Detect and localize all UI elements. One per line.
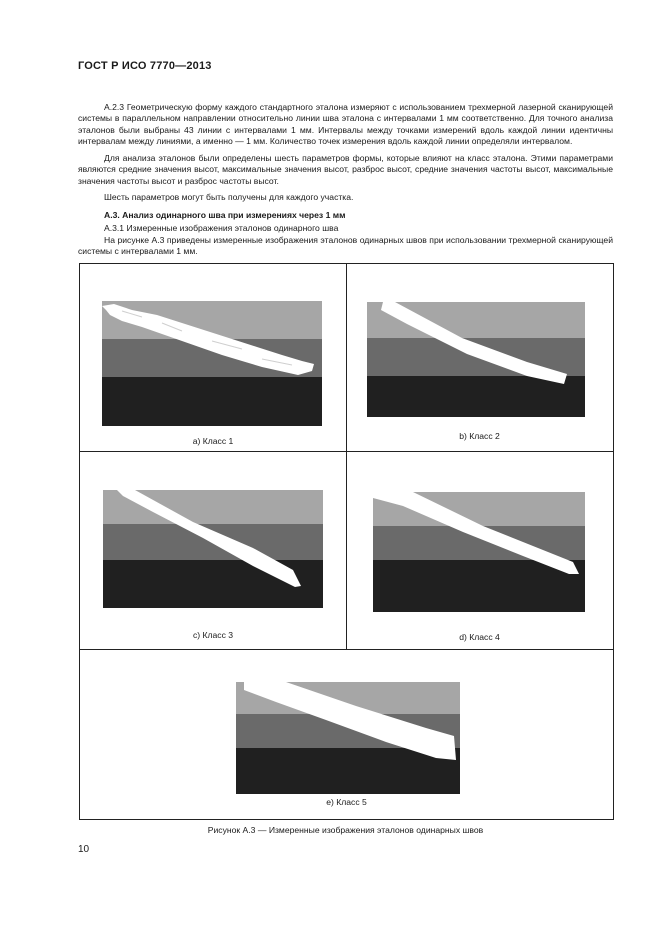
paragraph-figure-ref: На рисунке А.3 приведены измеренные изображения эталонов одинарных швов при использовании трехмерной сканирующей системы с интервалами 1 мм. xyxy=(78,235,613,257)
figure-divider-row2 xyxy=(80,649,613,650)
class-1-scan-image xyxy=(102,301,322,426)
caption-class-2: b) Класс 2 xyxy=(459,431,500,441)
class-5-scan-image xyxy=(236,682,460,794)
caption-class-5: е) Класс 5 xyxy=(326,797,367,807)
figure-divider-row1 xyxy=(80,451,613,452)
class-3-scan-image xyxy=(103,490,323,608)
figure-caption: Рисунок А.3 — Измеренные изображения эталонов одинарных швов xyxy=(207,825,484,835)
class-4-scan-image xyxy=(373,492,585,612)
paragraph-a31: А.3.1 Измеренные изображения эталонов одинарного шва xyxy=(104,223,339,233)
paragraph-parameters: Для анализа эталонов были определены шесть параметров формы, которые влияют на класс эталона. Этими параметрами являются средние значения высот, максимальные значения высот, разброс высот, средние значения частоты высот, максимальные значения частоты высот и разброс частоты высот. xyxy=(78,153,613,186)
caption-class-1: а) Класс 1 xyxy=(192,436,234,446)
section-heading-a3: А.3. Анализ одинарного шва при измерениях через 1 мм xyxy=(104,210,346,220)
figure-a3 xyxy=(79,263,614,820)
caption-class-4: d) Класс 4 xyxy=(459,632,500,642)
figure-divider-vertical xyxy=(346,264,347,650)
document-header: ГОСТ Р ИСО 7770—2013 xyxy=(78,60,212,72)
class-2-scan-image xyxy=(367,302,585,417)
paragraph-a23: А.2.3 Геометрическую форму каждого стандартного эталона измеряют с использованием трехмерной лазерной сканирующей системы в параллельном направлении относительно линии шва эталона с интервалами 1 мм соответственно. Для точного анализа эталонов были выбраны 43 линии с интервалами 1 мм. Интервалы между точками измерений вдоль каждой линии идентичны интервалам между линиями, а именно — 1 мм. Количество точек измерения вдоль каждой линии определяли интервалом. xyxy=(78,102,613,147)
paragraph-six-params: Шесть параметров могут быть получены для каждого участка. xyxy=(104,192,354,202)
caption-class-3: с) Класс 3 xyxy=(192,630,234,640)
page-number: 10 xyxy=(78,844,90,855)
